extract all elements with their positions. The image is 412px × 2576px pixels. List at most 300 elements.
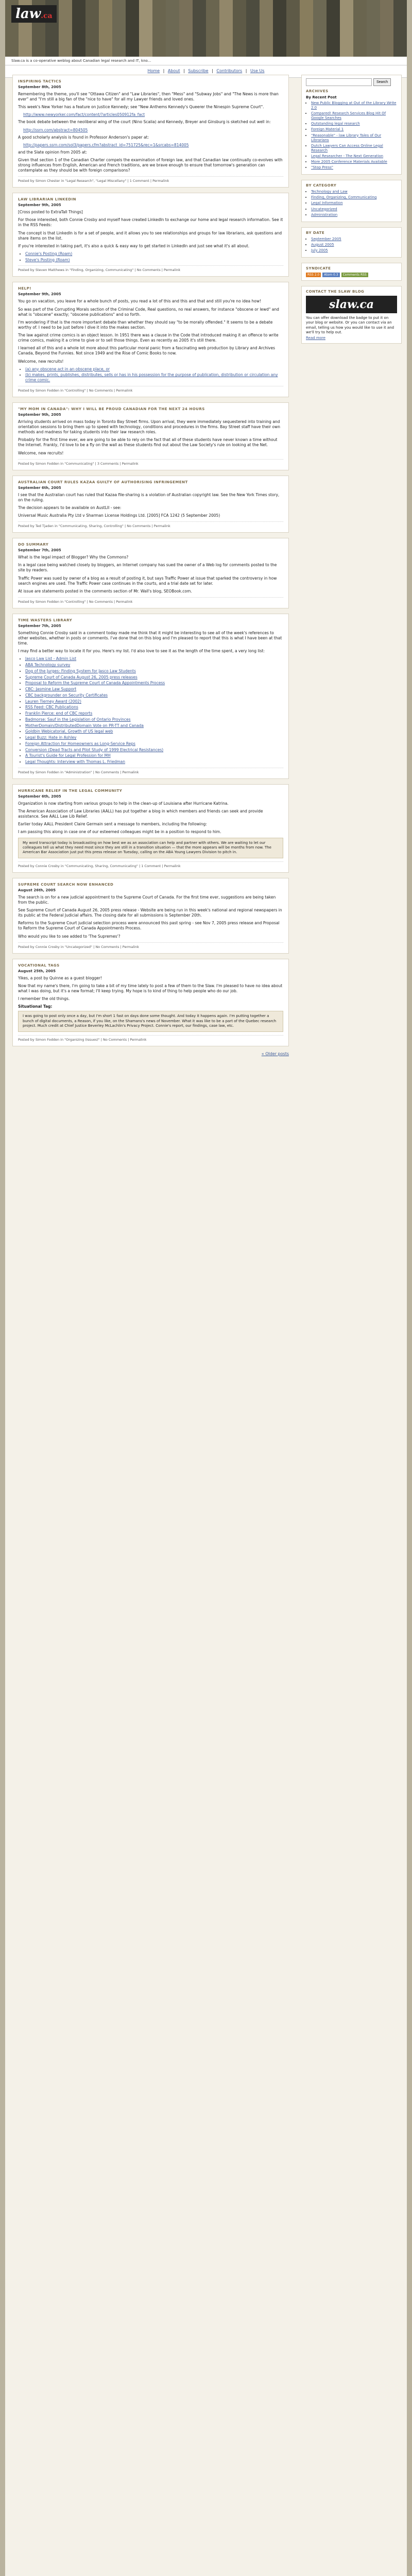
collage-tile bbox=[260, 11, 273, 23]
post-paragraph: If you're interested in taking part, it's also a quick & easy way to get started in LinkedIn and just see what it's all about. bbox=[18, 243, 250, 248]
post-meta[interactable]: Posted by Simon Fodden in "Communicating" | 3 Comments | Permalink bbox=[18, 459, 283, 466]
post-link[interactable]: http://ssrn.com/abstract=804505 bbox=[23, 127, 88, 132]
masthead-collage bbox=[5, 0, 407, 57]
post-meta[interactable]: Posted by Connie Crosby in "Communicating, Sharing, Communicating" | 1 Comment | Permalink bbox=[18, 861, 283, 868]
collage-tile bbox=[286, 0, 300, 11]
post-quote: My word transcript today is broadcasting on how best we as an association can help and partner with others. We are waiting to let our colleagues tell us what they need most since they are still in a transition situation — that the more appears will be months from now. The American Bar Association just put this press release on Tuesday, calling on the ABA Young Lawyers Division to pitch in. bbox=[18, 838, 283, 858]
collage-tile bbox=[166, 23, 179, 34]
collage-tile bbox=[85, 45, 99, 57]
search-button[interactable]: Search bbox=[373, 78, 391, 86]
post-title[interactable]: TIME WASTERS LIBRARY bbox=[18, 618, 73, 622]
list-item bbox=[25, 258, 283, 263]
post-list bbox=[25, 367, 283, 383]
feed-badge[interactable]: RSS 2.0 bbox=[306, 273, 321, 277]
post-title[interactable]: "MY MOM IN CANADA": WHY I WILL BE PROUD CANADIAN FOR THE NEXT 24 HOURS bbox=[18, 406, 205, 411]
collage-tile bbox=[126, 0, 139, 11]
post-paragraph: Universal Music Australia Pty Ltd v Sharman License Holdings Ltd. [2005] FCA 1242 (5 September 2005) bbox=[18, 513, 220, 518]
collage-tile bbox=[72, 0, 85, 11]
nav-home[interactable]: Home bbox=[147, 69, 160, 73]
list-item bbox=[25, 705, 283, 710]
post-paragraph: The decision appears to be available on AustLII - see: bbox=[18, 505, 122, 510]
post-list-item[interactable]: CBC backgrounder on Security Certificates bbox=[25, 692, 108, 698]
post-paragraph: I see that the Australian court has ruled that Kazaa file-sharing is a violation of Australian copyright law. See the New York Times story, on the ruling. bbox=[18, 492, 280, 502]
list-item bbox=[25, 687, 283, 692]
post-list-item[interactable]: Connie's Posting (Roam) bbox=[25, 251, 73, 256]
blog-post bbox=[12, 402, 289, 470]
collage-tile bbox=[367, 11, 380, 23]
recent-post-link[interactable]: Legal Researcher - The Next Generation bbox=[311, 154, 384, 158]
collage-tile bbox=[59, 0, 72, 11]
collage-tile bbox=[206, 45, 219, 57]
about-read-more-link[interactable]: Read more bbox=[306, 335, 325, 340]
collage-tile bbox=[152, 45, 166, 57]
post-paragraph: [Cross posted to ExtraTall Things] bbox=[18, 210, 83, 215]
collage-tile bbox=[72, 23, 85, 34]
collage-tile bbox=[219, 34, 233, 45]
nav-subscribe[interactable]: Subscribe bbox=[188, 69, 209, 73]
post-meta[interactable]: Posted by Connie Crosby in "Uncategorized" | No Comments | Permalink bbox=[18, 942, 283, 949]
post-paragraph: Who would you like to see added to 'The Supremes'? bbox=[18, 934, 121, 939]
collage-tile bbox=[166, 11, 179, 23]
collage-tile bbox=[219, 0, 233, 11]
collage-tile bbox=[99, 45, 112, 57]
blog-post bbox=[12, 193, 289, 277]
post-date: September 9th, 2005 bbox=[18, 203, 61, 208]
collage-tile bbox=[300, 0, 313, 11]
collage-tile bbox=[179, 34, 193, 45]
collage-tile bbox=[273, 11, 286, 23]
post-list-item[interactable]: Lauren Tierney Award (2002) bbox=[25, 699, 81, 704]
search-input[interactable] bbox=[306, 78, 372, 86]
collage-tile bbox=[313, 0, 327, 11]
post-meta[interactable]: Posted by Simon Fodden in "Controlling" | No Comments | Permalink bbox=[18, 386, 283, 393]
list-item bbox=[25, 748, 283, 753]
collage-tile bbox=[19, 45, 32, 57]
collage-tile bbox=[380, 0, 393, 11]
month-link[interactable]: September 2005 bbox=[311, 236, 341, 241]
recent-post-link[interactable]: Compared! Research Services Blog Hit Of Google Searches bbox=[311, 111, 386, 121]
collage-tile bbox=[206, 34, 219, 45]
collage-tile bbox=[85, 11, 99, 23]
list-item bbox=[311, 248, 397, 253]
list-item bbox=[25, 663, 283, 668]
post-paragraph: Probably for the first time ever, we are going to be able to rely on the fact that all of these students have never known a time without the Internet. Frankly, I'd love to be a fly on the wall as these students find out about the Law Society's rule on looking at the Net. bbox=[18, 437, 278, 448]
post-paragraph: Welcome, new recruits! bbox=[18, 359, 64, 364]
collage-tile bbox=[219, 45, 233, 57]
list-item bbox=[25, 711, 283, 716]
collage-tile bbox=[99, 11, 112, 23]
collage-tile bbox=[393, 11, 407, 23]
quote-title: Situational Tag: bbox=[18, 1004, 53, 1009]
sidebar bbox=[301, 75, 402, 349]
recent-post-link[interactable]: Outstanding legal research bbox=[311, 122, 360, 126]
collage-tile bbox=[85, 23, 99, 34]
list-item bbox=[311, 195, 397, 200]
collage-tile bbox=[380, 11, 393, 23]
collage-tile bbox=[206, 11, 219, 23]
collage-tile bbox=[139, 23, 152, 34]
masthead bbox=[5, 0, 407, 57]
collage-tile bbox=[353, 0, 367, 11]
collage-tile bbox=[233, 45, 246, 57]
post-paragraph: For those interested, both Connie Crosby and myself have created LinkedIn to exchange our home and legal research information. See it in the RSS Feeds: bbox=[18, 217, 283, 228]
collage-tile bbox=[99, 34, 112, 45]
collage-tile bbox=[126, 45, 139, 57]
category-link[interactable]: Legal Information bbox=[311, 201, 343, 206]
collage-tile bbox=[112, 23, 126, 34]
collage-tile bbox=[112, 0, 126, 11]
collage-tile bbox=[327, 11, 340, 23]
post-date: September 7th, 2005 bbox=[18, 623, 61, 628]
post-paragraph: I may find a better way to locate it for you. Here's my list. I'd also love to see it as the length of the time spent, a very long list: bbox=[18, 649, 265, 654]
blog-post bbox=[12, 959, 289, 1046]
list-item bbox=[25, 656, 283, 662]
post-date: September 9th, 2005 bbox=[18, 292, 61, 297]
collage-tile bbox=[380, 23, 393, 34]
post-paragraph: Organization is now starting from various groups to help in the clean-up of Louisiana after Hurricane Katrina. bbox=[18, 801, 229, 806]
nav-use-us[interactable]: Use Us bbox=[250, 69, 265, 73]
blog-post bbox=[12, 614, 289, 779]
post-list-item[interactable]: Jasco Law List - Admin List bbox=[25, 656, 77, 662]
collage-tile bbox=[300, 11, 313, 23]
list-item bbox=[25, 681, 283, 686]
collage-tile bbox=[139, 11, 152, 23]
collage-tile bbox=[380, 45, 393, 57]
list-item bbox=[311, 144, 397, 153]
category-link[interactable]: Finding, Organizing, Communicating bbox=[311, 195, 377, 200]
collage-tile bbox=[32, 45, 45, 57]
post-title[interactable]: HELP! bbox=[18, 286, 31, 291]
post-title[interactable]: HURRICANE RELIEF IN THE LEGAL COMMUNITY bbox=[18, 788, 123, 793]
badge-row bbox=[306, 273, 397, 277]
syndicate-heading: SYNDICATE bbox=[306, 266, 331, 270]
post-list-item[interactable]: (b) makes, prints, publishes, distributes, sells or has in his possession for the purpose of publication, distribution or circulation any crime comic. bbox=[25, 372, 278, 383]
post-paragraph: and the Slate opinion from 2005 at: bbox=[18, 149, 87, 155]
post-list-item[interactable]: Legal Thoughts: Interview with Thomas L. Friedman bbox=[25, 759, 126, 765]
list-item bbox=[25, 717, 283, 722]
collage-tile bbox=[139, 0, 152, 11]
collage-tile bbox=[32, 34, 45, 45]
collage-tile bbox=[152, 34, 166, 45]
collage-tile bbox=[300, 34, 313, 45]
post-date: September 9th, 2005 bbox=[18, 412, 61, 417]
post-paragraph: You go on vacation, you leave for a whole bunch of posts, you read a lot of this and this and that and still you're no idea how! bbox=[18, 299, 261, 304]
collage-tile bbox=[219, 11, 233, 23]
collage-tile bbox=[273, 45, 286, 57]
list-item bbox=[25, 372, 283, 383]
post-date: September 6th, 2005 bbox=[18, 485, 61, 490]
blog-post bbox=[12, 476, 289, 533]
contact-box bbox=[301, 286, 402, 344]
list-item bbox=[25, 735, 283, 740]
about-text: You can offer download the badge to put it on your blog or website. Or you can contact via an email, telling us how you would like to use it and we'll try to help out. bbox=[306, 315, 394, 335]
post-paragraph: The search is on for a new judicial appointment to the Supreme Court of Canada. For the first time ever, suggestions are being taken from the public. bbox=[18, 894, 276, 905]
post-list-item[interactable]: Steve's Posting (Roam) bbox=[25, 257, 70, 262]
collage-tile bbox=[340, 0, 353, 11]
post-list-item[interactable]: Dog of the Jurges: Finding System for Jasco Law Students bbox=[25, 668, 136, 673]
post-link[interactable]: http://www.newyorker.com/fact/content/?articles050912fa_fact bbox=[23, 112, 145, 117]
category-heading: BY CATEGORY bbox=[306, 183, 337, 188]
collage-tile bbox=[45, 45, 59, 57]
list-item bbox=[311, 213, 397, 217]
collage-tile bbox=[5, 34, 19, 45]
list-item bbox=[311, 101, 397, 110]
post-paragraph: Given that section 1 of the Canadian Charter compels the examination of foreign law, and that Canadian law continually co-evolves with strong influences from English, American and French traditions, are we brave enough to ensure that tomorrow's generation can contemplate as they should be with foreign comparisons? bbox=[18, 157, 283, 173]
collage-tile bbox=[327, 0, 340, 11]
collage-tile bbox=[139, 45, 152, 57]
list-item bbox=[25, 367, 283, 372]
post-paragraph: The American Association of Law Libraries (AALL) has put together a blog in which members and friends can seek and provide assistance. See AALL Law Lib Relief. bbox=[18, 809, 263, 819]
category-box bbox=[301, 180, 402, 222]
list-item bbox=[311, 237, 397, 242]
post-paragraph: So was part of the Corrupting Morals section of the Criminal Code, Real questions, no real answers, for instance "obscene or lewd" and what is "obscene" exactly; "obscene publications" and so forth. bbox=[18, 307, 279, 317]
collage-tile bbox=[353, 23, 367, 34]
collage-tile bbox=[193, 11, 206, 23]
about-logo: slaw.ca bbox=[306, 296, 397, 313]
category-link[interactable]: Administration bbox=[311, 212, 338, 217]
collage-tile bbox=[112, 11, 126, 23]
collage-tile bbox=[85, 34, 99, 45]
post-meta[interactable]: Posted by Simon Chester in "Legal Research", "Legal Miscellany" | 1 Comment | Permalink bbox=[18, 176, 283, 183]
post-list bbox=[25, 656, 283, 765]
collage-tile bbox=[152, 0, 166, 11]
post-meta[interactable]: Posted by Simon Fodden in "Administration" | No Comments | Permalink bbox=[18, 768, 283, 774]
collage-tile bbox=[246, 0, 260, 11]
category-link[interactable]: Technology and Law bbox=[311, 190, 348, 194]
category-list bbox=[306, 190, 397, 217]
collage-tile bbox=[206, 23, 219, 34]
collage-tile bbox=[246, 11, 260, 23]
nav-contributors[interactable]: Contributors bbox=[216, 69, 243, 73]
post-paragraph: I learned all of this and a whole lot more about this particular moral panic from a fascinating web production by Library and Archives Canada, Beyond the Funnies. Not since 1949 and the Rise of Comic Books to now. bbox=[18, 346, 275, 356]
feed-badge[interactable]: Atom 0.3 bbox=[322, 273, 339, 277]
post-meta[interactable]: Posted by Simon Fodden in "Controlling" | No Comments | Permalink bbox=[18, 597, 283, 604]
post-meta[interactable]: Posted by Ted Tjaden in "Communicating, Sharing, Controlling" | No Comments | Permalink bbox=[18, 521, 283, 528]
collage-tile bbox=[112, 45, 126, 57]
collage-tile bbox=[340, 45, 353, 57]
collage-tile bbox=[139, 34, 152, 45]
collage-tile bbox=[193, 23, 206, 34]
collage-tile bbox=[59, 23, 72, 34]
collage-tile bbox=[313, 45, 327, 57]
collage-tile bbox=[353, 34, 367, 45]
collage-tile bbox=[353, 11, 367, 23]
post-paragraph: Yikes, a post by Quinne as a guest blogger! bbox=[18, 975, 102, 980]
post-paragraph: I remember the old things. bbox=[18, 996, 70, 1002]
post-list-item[interactable]: Conversion (Dead Tracts and Pilot Study of 1999 Electrical Resistances) bbox=[25, 747, 164, 752]
post-paragraph: At issue are statements posted in the comments section of Mr. Wall's blog, SEOBook.com. bbox=[18, 588, 192, 594]
collage-tile bbox=[380, 34, 393, 45]
post-paragraph: I'm wondering if that is the more important debate than whether they should say "to be morally offended." It seems to be a debate worthy of. I need to be just before I dive it into the makes section. bbox=[18, 319, 273, 330]
list-item bbox=[25, 675, 283, 680]
post-paragraph: Traffic Power was sued by owner of a blog as a result of posting it, but says Traffic Power at issue that sparked the controversy in how search engines are used. The Traffic Power case continues in the courts, and a trial date set for later. bbox=[18, 575, 277, 586]
collage-tile bbox=[179, 23, 193, 34]
collage-tile bbox=[233, 23, 246, 34]
list-item bbox=[311, 133, 397, 143]
collage-tile bbox=[367, 45, 380, 57]
month-list bbox=[306, 237, 397, 253]
collage-tile bbox=[260, 34, 273, 45]
collage-tile bbox=[246, 23, 260, 34]
collage-tile bbox=[367, 23, 380, 34]
collage-tile bbox=[126, 23, 139, 34]
search-box bbox=[301, 75, 402, 175]
list-item bbox=[311, 122, 397, 126]
post-paragraph: The law against crime comics is an object lesson. In 1951 there was a clause in the Code that introduced making it an offence to write crime comics, making it a crime to give or to sell those things. Even as recently as 2005 it's still there. bbox=[18, 333, 279, 343]
collage-tile bbox=[313, 11, 327, 23]
collage-tile bbox=[393, 23, 407, 34]
post-date: September 6th, 2005 bbox=[18, 794, 61, 799]
recent-post-link[interactable]: More 2005 Conference Materials Available bbox=[311, 160, 387, 164]
main-column bbox=[5, 75, 296, 1061]
post-title[interactable]: VOCATIONAL TAGS bbox=[18, 963, 60, 968]
list-item bbox=[25, 723, 283, 728]
post-list-item[interactable]: CBC: Jasmine Law Support bbox=[25, 687, 77, 692]
post-paragraph: A good scholarly analysis is found in Professor Anderson's paper at: bbox=[18, 134, 149, 140]
list-item bbox=[311, 127, 397, 132]
collage-tile bbox=[179, 11, 193, 23]
recent-posts-list bbox=[306, 101, 397, 170]
collage-tile bbox=[152, 23, 166, 34]
post-list-item[interactable]: RSS Feed: CBC Publications bbox=[25, 705, 78, 710]
list-item bbox=[311, 190, 397, 194]
collage-tile bbox=[32, 23, 45, 34]
collage-tile bbox=[72, 11, 85, 23]
collage-tile bbox=[126, 34, 139, 45]
collage-tile bbox=[286, 23, 300, 34]
recent-post-link[interactable]: Dutch Lawyers Can Access Online Legal Research bbox=[311, 143, 383, 152]
recent-heading: By Recent Post bbox=[306, 95, 337, 99]
list-item bbox=[25, 729, 283, 734]
collage-tile bbox=[340, 34, 353, 45]
collage-tile bbox=[260, 23, 273, 34]
post-list bbox=[25, 251, 283, 263]
blog-post bbox=[12, 282, 289, 397]
list-item bbox=[311, 165, 397, 170]
post-quote: I was going to post only once a day, but I'm short 1 fast on days done some thought. And today it happens again. I'm putting together a bunch of digital documents, a Reason, if you like, on the Shamans's news of November. What it was like to be a part of the Quebec research project. Much credit at Chief Justice Beverley McLachlin's Privacy Project. Connie's report, our findings, case law, etc. bbox=[18, 1011, 283, 1031]
collage-tile bbox=[273, 23, 286, 34]
post-title[interactable]: INSPIRING TACTICS bbox=[18, 79, 62, 83]
post-paragraph: Remembering the theme, you'll see "Ottawa Citizen" and "Law Libraries", then "Mess" and "Subway Jobs" and "The News is more than ever" and "I'm still a big fan of the "nice to have" for all my Lawyer friends and loved ones. bbox=[18, 92, 279, 102]
collage-tile bbox=[19, 34, 32, 45]
list-item bbox=[25, 741, 283, 747]
post-link[interactable]: http://papers.ssrn.com/sol3/papers.cfm?abstract_id=751725&rec=1&srcabs=814005 bbox=[23, 142, 189, 147]
older-posts-link[interactable]: « Older posts bbox=[261, 1051, 289, 1056]
collage-tile bbox=[99, 23, 112, 34]
top-nav: Home | About | Subscribe | Contributors | Use Us bbox=[5, 65, 407, 78]
post-paragraph: What is the legal impact of Blogger? Why the Commons? bbox=[18, 555, 129, 560]
post-meta[interactable]: Posted by Steven Matthews in "Finding, Organizing, Communicating" | No Comments | Permalink bbox=[18, 265, 283, 272]
collage-tile bbox=[273, 34, 286, 45]
collage-tile bbox=[59, 34, 72, 45]
feed-badge[interactable]: Comments RSS bbox=[341, 273, 368, 277]
post-list-item[interactable]: Franklin Pierce: end of CBC reports bbox=[25, 711, 93, 716]
post-list-item[interactable]: Badmorse: Sauf in the Legislation of Ontario Provinces bbox=[25, 717, 131, 722]
collage-tile bbox=[5, 45, 19, 57]
post-date: September 8th, 2005 bbox=[18, 85, 61, 89]
site-logo[interactable]: law.ca bbox=[11, 5, 57, 23]
post-paragraph: Something Connie Crosby said in a comment today made me think that it might be interesting to see all of the week's references to other websites, whether in posts or comments. I've done that on this blog and I'm pleased to report that this is what I have been at that time. bbox=[18, 630, 282, 646]
site-tagline: Slaw.ca is a co-operative weblog about Canadian legal research and IT, kno... bbox=[5, 57, 407, 65]
collage-tile bbox=[193, 45, 206, 57]
collage-tile bbox=[72, 45, 85, 57]
post-list-item[interactable]: Legal Buzz: Hate in Ashley bbox=[25, 735, 77, 740]
collage-tile bbox=[327, 23, 340, 34]
post-title[interactable]: AUSTRALIAN COURT RULES KAZAA GUILTY OF AUTHORISING INFRINGEMENT bbox=[18, 480, 188, 484]
collage-tile bbox=[393, 0, 407, 11]
collage-tile bbox=[353, 45, 367, 57]
collage-tile bbox=[59, 45, 72, 57]
recent-post-link[interactable]: "Reasonable" - law Library Tales of Our Librarians bbox=[311, 133, 382, 142]
category-link[interactable]: Uncategorized bbox=[311, 207, 337, 211]
list-item bbox=[25, 759, 283, 765]
collage-tile bbox=[152, 11, 166, 23]
collage-tile bbox=[260, 45, 273, 57]
nav-about[interactable]: About bbox=[167, 69, 180, 73]
collage-tile bbox=[340, 11, 353, 23]
collage-tile bbox=[273, 0, 286, 11]
blog-post bbox=[12, 878, 289, 954]
post-paragraph: See Supreme Court of Canada August 26, 2005 press release - Website are being run in this week's national and regional newspapers in its public at the Federal Judicial affairs. The closing date for all submissions is September 20th. bbox=[18, 908, 282, 918]
month-link[interactable]: July 2005 bbox=[311, 248, 328, 252]
list-item bbox=[311, 111, 397, 121]
collage-tile bbox=[340, 23, 353, 34]
contact-heading: CONTACT THE SLAW BLOG bbox=[306, 289, 365, 294]
collage-tile bbox=[286, 45, 300, 57]
syndicate-box bbox=[301, 263, 402, 281]
collage-tile bbox=[99, 0, 112, 11]
post-list-item[interactable]: Proposal to Reform the Supreme Court of Canada Appointments Process bbox=[25, 681, 165, 686]
post-list-item[interactable]: MotherDomain/DistributedDomain Vote on PR-TT and Canada bbox=[25, 723, 144, 728]
collage-tile bbox=[313, 34, 327, 45]
month-link[interactable]: August 2005 bbox=[311, 242, 334, 247]
post-date: August 25th, 2005 bbox=[18, 969, 56, 973]
post-list-item[interactable]: (a) any obscene act in an obscene place, or bbox=[25, 366, 110, 371]
post-meta[interactable]: Posted by Simon Fodden in "Organizing (Issues)" | No Comments | Permalink bbox=[18, 1035, 283, 1042]
post-title[interactable]: LAW LIBRARIAN LINKEDIN bbox=[18, 197, 77, 202]
collage-tile bbox=[286, 11, 300, 23]
recent-post-link[interactable]: "Stop Press" bbox=[311, 165, 334, 170]
post-date: September 7th, 2005 bbox=[18, 548, 61, 553]
post-list-item[interactable]: ABA Technology survey bbox=[25, 663, 71, 668]
post-list-item[interactable]: Goldbin Webicatorial, Growth of US legal web bbox=[25, 729, 113, 734]
post-list-item[interactable]: A Tourist's Guide for Legal Profession for MH bbox=[25, 753, 111, 758]
pager bbox=[12, 1052, 289, 1056]
collage-tile bbox=[45, 34, 59, 45]
list-item bbox=[311, 154, 397, 159]
post-list-item[interactable]: Supreme Court of Canada August 26, 2005 press releases bbox=[25, 674, 138, 680]
page bbox=[5, 0, 407, 2576]
post-title[interactable]: SUPREME COURT SEARCH NOW ENHANCED bbox=[18, 882, 114, 887]
post-list-item[interactable]: Foreign Attraction for Homeowners as Long-Service Reps bbox=[25, 741, 135, 746]
collage-tile bbox=[327, 45, 340, 57]
post-title[interactable]: DO SUMMARY bbox=[18, 543, 49, 547]
post-paragraph: I am passing this along in case one of our esteemed colleagues might be in a position to respond to him. bbox=[18, 829, 221, 835]
post-paragraph: The book debate between the neoliberal wing of the court (Nino Scalia) and Kennedy, Breyer and Ginsburg is sketched out well in: bbox=[18, 120, 271, 125]
collage-tile bbox=[300, 23, 313, 34]
collage-tile bbox=[246, 45, 260, 57]
list-item bbox=[25, 693, 283, 698]
list-item bbox=[311, 160, 397, 164]
collage-tile bbox=[206, 0, 219, 11]
collage-tile bbox=[179, 45, 193, 57]
collage-tile bbox=[327, 34, 340, 45]
recent-post-link[interactable]: Foreign Material 1 bbox=[311, 127, 344, 132]
post-paragraph: Earlier today AALL President Claire Germain sent a message to members, including the following: bbox=[18, 822, 207, 827]
collage-tile bbox=[300, 45, 313, 57]
collage-tile bbox=[393, 45, 407, 57]
recent-post-link[interactable]: New Public Blogging at Out of the Library Write 2.0 bbox=[311, 101, 397, 110]
